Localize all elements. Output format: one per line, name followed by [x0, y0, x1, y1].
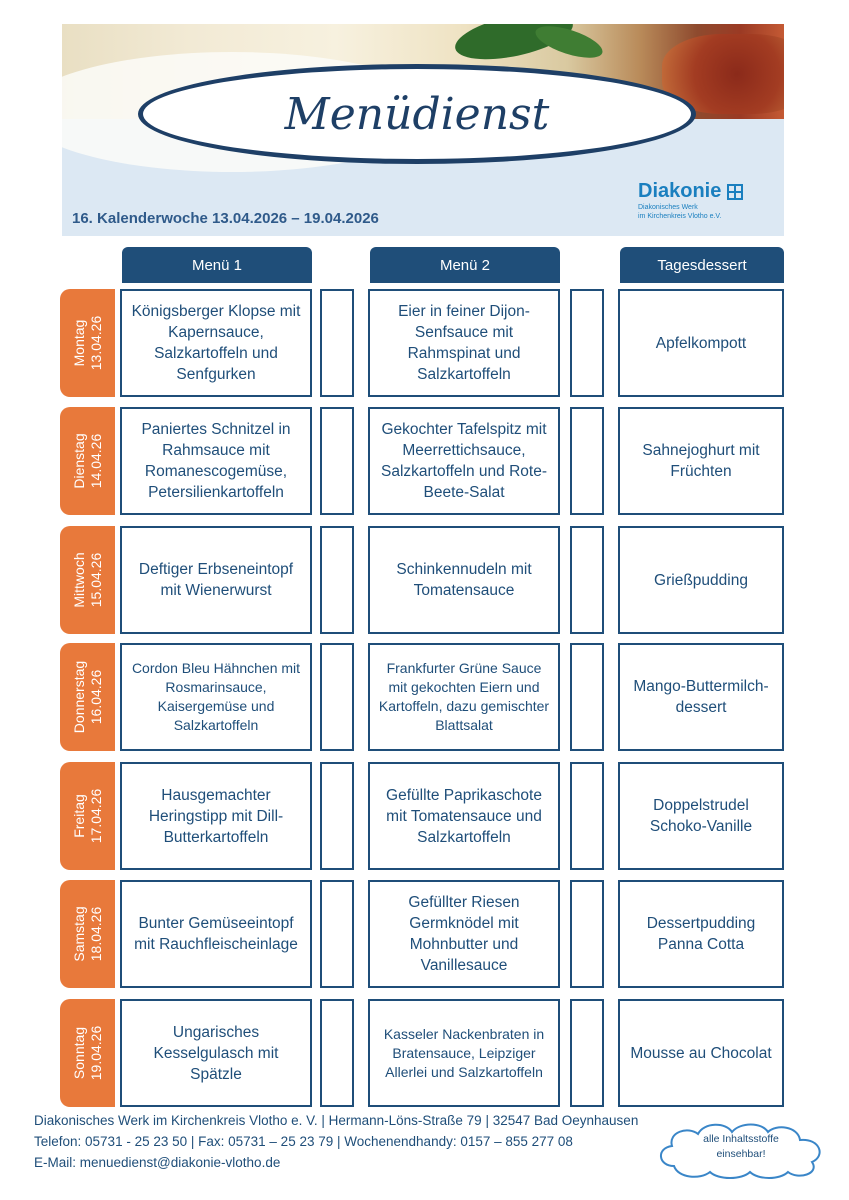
menu2-text: Kasseler Nackenbraten in Bratensauce, Leipziger Allerlei und Salzkartoffeln	[383, 1025, 545, 1080]
dessert-text: Doppelstrudel Schoko-Vanille	[649, 797, 753, 835]
dessert-text: Sahnejoghurt mit Früchten	[642, 442, 760, 480]
dessert-text: Mousse au Chocolat	[630, 1044, 772, 1062]
dessert-cell	[618, 880, 784, 988]
header-banner	[62, 24, 784, 236]
menu2-text: Gefüllter Riesen Germknödel mit Mohnbutter und Vanillesauce	[408, 894, 520, 974]
day-date: 18.04.26	[87, 906, 104, 962]
footer	[34, 1110, 638, 1173]
day-label	[60, 407, 115, 515]
footer-address: Diakonisches Werk im Kirchenkreis Vlotho e. V. | Hermann-Löns-Straße 79 | 32547 Bad Oeynhausen	[34, 1113, 639, 1128]
dessert-cell	[618, 526, 784, 634]
footer-phone: Telefon: 05731 - 25 23 50 | Fax: 05731 – 25 23 79 | Wochenendhandy: 0157 – 855 277 08	[34, 1134, 573, 1149]
menu1-text: Ungarisches Kesselgulasch mit Spätzle	[153, 1023, 279, 1083]
menu2-cell	[368, 880, 560, 988]
menu1-cell	[120, 407, 312, 515]
menu2-cell	[368, 526, 560, 634]
dessert-cell	[618, 289, 784, 397]
menu2-order-box[interactable]	[570, 289, 604, 397]
menu2-text: Gekochter Tafelspitz mit Meerrettichsauce, Salzkartoffeln und Rote-Beete-Salat	[380, 421, 547, 501]
day-name: Montag	[70, 319, 87, 367]
menu2-order-box[interactable]	[570, 643, 604, 751]
day-name: Mittwoch	[70, 552, 87, 608]
menu2-cell	[368, 762, 560, 870]
week-label: 16. Kalenderwoche 13.04.2026 – 19.04.2026	[72, 210, 379, 227]
day-label	[60, 526, 115, 634]
menu1-order-box[interactable]	[320, 289, 354, 397]
menu2-text: Gefüllte Paprikaschote mit Tomatensauce und Salzkartoffeln	[386, 786, 542, 846]
menu1-text: Cordon Bleu Hähnchen mit Rosmarinsauce, Kaisergemüse und Salzkartoffeln	[131, 660, 301, 733]
day-name: Donnerstag	[70, 660, 87, 734]
column-header-menu1: Menü 1	[122, 247, 312, 283]
column-header-dessert: Tagesdessert	[620, 247, 784, 283]
logo-name: Diakonie	[638, 180, 722, 202]
menu1-text: Deftiger Erbseneintopf mit Wienerwurst	[138, 561, 294, 599]
menu1-text: Hausgemachter Heringstipp mit Dill-Butterkartoffeln	[148, 786, 284, 846]
dessert-cell	[618, 762, 784, 870]
menu1-cell	[120, 289, 312, 397]
menu2-text: Schinkennudeln mit Tomatensauce	[396, 561, 532, 599]
menu2-text: Frankfurter Grüne Sauce mit gekochten Eiern und Kartoffeln, dazu gemischter Blattsalat	[378, 660, 550, 733]
menu1-order-box[interactable]	[320, 880, 354, 988]
menu1-cell	[120, 526, 312, 634]
day-date: 17.04.26	[87, 788, 104, 844]
logo-sub-2: im Kirchenkreis Vlotho e.V.	[638, 213, 722, 220]
diakonie-logo	[638, 180, 743, 221]
dessert-text: Apfelkompott	[655, 334, 747, 352]
menu2-order-box[interactable]	[570, 526, 604, 634]
menu1-cell	[120, 643, 312, 751]
day-date: 16.04.26	[87, 669, 104, 725]
menu1-cell	[120, 999, 312, 1107]
menu1-order-box[interactable]	[320, 407, 354, 515]
menu2-order-box[interactable]	[570, 762, 604, 870]
menu1-text: Königsberger Klopse mit Kapernsauce, Salzkartoffeln und Senfgurken	[131, 303, 301, 383]
menu1-order-box[interactable]	[320, 999, 354, 1107]
day-name: Freitag	[70, 794, 87, 838]
day-label	[60, 762, 115, 870]
menu2-order-box[interactable]	[570, 407, 604, 515]
day-name: Sonntag	[70, 1026, 87, 1080]
menu2-cell	[368, 289, 560, 397]
menu2-text: Eier in feiner Dijon-Senfsauce mit Rahmspinat und Salzkartoffeln	[398, 303, 530, 383]
menu1-cell	[120, 762, 312, 870]
day-label	[60, 880, 115, 988]
day-date: 14.04.26	[87, 433, 104, 489]
note-line-1: alle Inhaltsstoffe	[703, 1133, 779, 1145]
menu1-cell	[120, 880, 312, 988]
menu2-order-box[interactable]	[570, 880, 604, 988]
menu1-order-box[interactable]	[320, 526, 354, 634]
allergen-note-cloud	[652, 1118, 830, 1180]
day-name: Dienstag	[70, 433, 87, 489]
footer-email: E-Mail: menuedienst@diakonie-vlotho.de	[34, 1155, 281, 1170]
menu2-cell	[368, 643, 560, 751]
day-date: 13.04.26	[87, 315, 104, 371]
menu1-text: Bunter Gemüseeintopf mit Rauchfleischeinlage	[134, 915, 298, 953]
cross-icon	[727, 184, 743, 200]
day-name: Samstag	[70, 906, 87, 962]
title-oval	[138, 64, 696, 164]
day-date: 15.04.26	[87, 552, 104, 608]
logo-sub-1: Diakonisches Werk	[638, 204, 698, 211]
dessert-cell	[618, 407, 784, 515]
menu2-cell	[368, 999, 560, 1107]
day-label	[60, 643, 115, 751]
day-date: 19.04.26	[87, 1025, 104, 1081]
menu1-order-box[interactable]	[320, 643, 354, 751]
dessert-cell	[618, 999, 784, 1107]
day-label	[60, 999, 115, 1107]
column-header-menu2: Menü 2	[370, 247, 560, 283]
note-line-2: einsehbar!	[716, 1148, 766, 1160]
menu1-text: Paniertes Schnitzel in Rahmsauce mit Romanescogemüse, Petersilienkartoffeln	[141, 421, 291, 501]
menu1-order-box[interactable]	[320, 762, 354, 870]
menu2-order-box[interactable]	[570, 999, 604, 1107]
page-title: Menüdienst	[284, 88, 550, 140]
dessert-cell	[618, 643, 784, 751]
dessert-text: Grießpudding	[654, 571, 748, 589]
dessert-text: Dessertpudding Panna Cotta	[646, 915, 756, 953]
dessert-text: Mango-Buttermilch-dessert	[633, 678, 769, 716]
day-label	[60, 289, 115, 397]
menu2-cell	[368, 407, 560, 515]
